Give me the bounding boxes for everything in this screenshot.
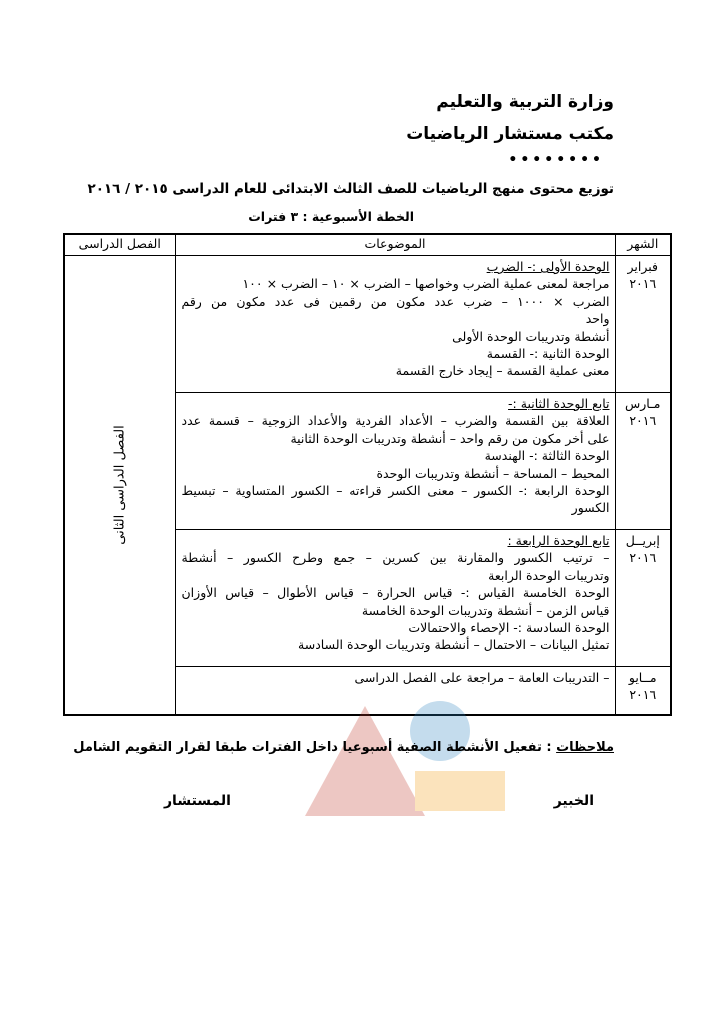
topic-line: العلاقة بين القسمة والضرب – الأعداد الفردية والأعداد الزوجية – قسمة عدد [181, 413, 610, 429]
unit-heading: الوحدة الخامسة القياس :- قياس الحرارة – قياس الأطوال – قياس الأوزان [181, 585, 610, 601]
weekly-plan: الخطة الأسبوعية : ٣ فترات [248, 209, 414, 224]
unit-heading: الوحدة الثانية :- القسمة [486, 346, 610, 362]
topic-line: قياس الزمن – أنشطة وتدريبات الوحدة الخامسة [361, 602, 610, 618]
topics-cell [175, 256, 615, 393]
topic-line: – ترتيب الكسور والمقارنة بين كسرين – جمع وطرح الكسور – أنشطة [181, 550, 610, 566]
watermark-shape [305, 706, 425, 816]
topic-line: الضرب × ١٠٠٠ – ضرب عدد مكون من رقمين فى عدد مكون من رقم [181, 293, 610, 309]
month-cell [615, 256, 671, 393]
month-name: فبراير [627, 259, 658, 274]
expert-signature: الخبير [553, 793, 594, 809]
topic-line: – التدريبات العامة – مراجعة على الفصل الدراسى [354, 670, 610, 685]
document-title: توزيع محتوى منهج الرياضيات للصف الثالث الابتدائى للعام الدراسى ٢٠١٥ / ٢٠١٦ [87, 181, 614, 197]
header-topics: الموضوعات [175, 234, 615, 256]
watermark-shape [415, 771, 505, 811]
notes [73, 740, 614, 755]
stamp-watermark [265, 686, 525, 826]
topic-line: مراجعة لمعنى عملية الضرب وخواصها – الضرب × ١٠ – الضرب × ١٠٠ [242, 276, 610, 292]
office-name: مكتب مستشار الرياضيات [406, 124, 614, 144]
unit-heading: تابع الوحدة الثانية :- [508, 396, 610, 411]
topic-line: الوحدة الرابعة :- الكسور – معنى الكسر قراءته – الكسور المتساوية – تبسيط [181, 483, 610, 499]
month-year: ٢٠١٦ [629, 276, 657, 292]
unit-heading: الوحدة الأولى :- الضرب [486, 259, 610, 274]
unit-heading: الوحدة السادسة :- الإحصاء والاحتمالات [408, 620, 610, 636]
ministry-name: وزارة التربية والتعليم [436, 92, 614, 112]
unit-heading: تابع الوحدة الرابعة : [507, 533, 610, 548]
topic-line: الكسور [571, 500, 610, 516]
term-label: الفصل الدراسى الثانى [112, 425, 128, 545]
topic-line: تمثيل البيانات – الاحتمال – أنشطة وتدريبات الوحدة السادسة [298, 637, 610, 653]
table-header-row [64, 234, 671, 256]
unit-heading: الوحدة الثالثة :- الهندسة [484, 448, 610, 464]
notes-label: ملاحظات [556, 740, 614, 755]
header-term: الفصل الدراسى [64, 234, 175, 256]
month-name: مــايو [628, 670, 657, 685]
topic-line: على أخر مكون من رقم واحد – أنشطة وتدريبات الوحدة الثانية [290, 430, 610, 446]
advisor-signature: المستشار [164, 793, 231, 809]
term-cell [64, 256, 175, 715]
month-cell [615, 667, 671, 715]
topics-cell [175, 530, 615, 667]
month-name: مـارس [625, 396, 661, 411]
topics-cell [175, 393, 615, 530]
curriculum-table [63, 233, 672, 716]
topic-line: أنشطة وتدريبات الوحدة الأولى [452, 328, 610, 344]
header-month: الشهر [615, 234, 671, 256]
month-year: ٢٠١٦ [629, 413, 657, 429]
month-cell [615, 393, 671, 530]
topic-line: واحد [585, 311, 610, 327]
table-row-february [64, 256, 671, 393]
month-year: ٢٠١٦ [629, 687, 657, 703]
topic-line: معنى عملية القسمة – إيجاد خارج القسمة [395, 363, 610, 379]
month-cell [615, 530, 671, 667]
month-name: إبريــل [625, 533, 660, 548]
month-year: ٢٠١٦ [629, 550, 657, 566]
topic-line: المحيط – المساحة – أنشطة وتدريبات الوحدة [376, 465, 610, 481]
separator-dots: •••••••• [508, 152, 604, 168]
notes-text: : تفعيل الأنشطة الصفية أسبوعيا داخل الفترات طبقا لقرار التقويم الشامل [73, 740, 552, 755]
topic-line: وتدريبات الوحدة الرابعة [488, 567, 610, 583]
